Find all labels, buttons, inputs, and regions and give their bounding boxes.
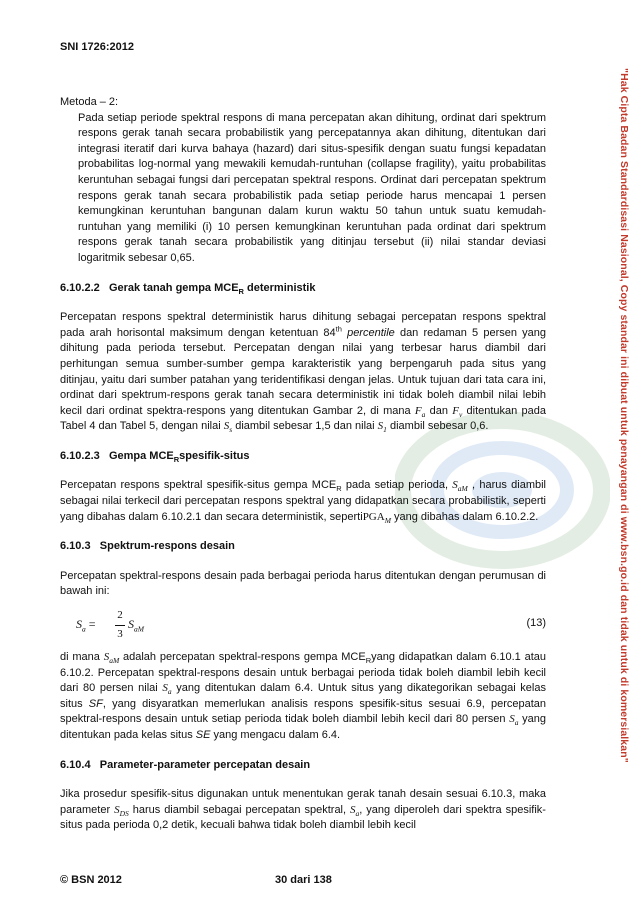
document-body	[60, 95, 546, 834]
document-footer	[60, 874, 546, 886]
copyright-side-note	[612, 68, 632, 828]
equation-13	[60, 604, 546, 650]
equation-rhs: $S_{aM}$	[128, 617, 144, 634]
section-6-10-2-3-paragraph: Percepatan respons spektral spesifik-situs gempa $MCE_R$ pada setiap perioda, $S_{aM}$ , harus diambil sebagai nilai terkecil dari percepatan respons spektral yang didapatkan secara probabilistik, seperti yang dibahas dalam 6.10.2.1 dan secara deterministik, sepertiPGA$_M$ yang dibahas dalam 6.10.2.2.	[60, 479, 546, 525]
metoda-title: Metoda – 2:	[60, 96, 119, 108]
equation-number: (13)	[526, 617, 546, 630]
equation-lhs: $S_a$ =	[76, 617, 96, 634]
copyright-side-text: "Hak Cipta Badan Standardisasi Nasional, Copy standar ini dibuat untuk penayangan di www.bsn.go.id dan tidak untuk di komersialkan"	[618, 68, 630, 763]
section-6-10-3-heading: 6.10.3 Spektrum-respons desain	[60, 540, 235, 553]
section-6-10-3-paragraph-1: Percepatan spektral-respons desain pada berbagai perioda harus ditentukan dengan perumusan di bawah ini:	[60, 569, 546, 598]
section-6-10-2-2-heading: 6.10.2.2 Gerak tanah gempa $MCE_R$ deterministik	[60, 281, 316, 296]
section-6-10-3-paragraph-2: di mana $S_{aM}$ adalah percepatan spektral-respons gempa $MCE_Ryang$ didapatkan dalam 6.10.1 atau 6.10.2. Percepatan spektral-respons desain untuk berbagai perioda tidak boleh diambil lebih kecil dari 80 persen nilai $S_a$ yang ditentukan dalam 6.4. Untuk situs yang dikategorikan sebagai kelas situs SF, yang disyaratkan memerlukan analisis respons spesifik-situs sesuai 6.9, percepatan spektral-respons desain untuk setiap perioda tidak boleh diambil lebih kecil dari 80 persen $S_a$ yang ditentukan pada kelas situs SE yang mengacu dalam 6.4.	[60, 651, 546, 741]
document-header: SNI 1726:2012	[60, 41, 134, 53]
section-6-10-4-heading: 6.10.4 Parameter-parameter percepatan desain	[60, 758, 311, 771]
section-6-10-2-3-heading: 6.10.2.3 Gempa $MCE_Rspesifik$-situs	[60, 449, 250, 465]
section-6-10-2-2-paragraph: Percepatan respons spektral deterministik harus dihitung sebagai percepatan respons spektral pada arah horisontal maksimum dengan ketentuan 84th percentile dan redaman 5 persen yang dihitung pada perioda tersebut. Percepatan dengan nilai yang terbesar harus diambil dari perhitungan semua sumber-sumber gempa karakteristik yang berpengaruh pada situs yang ditinjau, yaitu dari sumber patahan yang teridentifikasi dengan jelas. Untuk tujuan dari tata cara ini, ordinat dari spektrum-respons gerak tanah secara deterministik ini tidak boleh diambil nilai lebih kecil dari ordinat spektra-respons yang ditentukan Gambar 2, di mana $F_a$ dan $F_v$ ditentukan pada Tabel 4 dan Tabel 5, dengan nilai $S_s$ diambil sebesar 1,5 dan nilai $S_1$ diambil sebesar 0,6.	[60, 311, 547, 435]
metoda-paragraph: Pada setiap periode spektral respons di mana percepatan akan dihitung, ordinat dari spektrum respons gerak tanah secara probabilistik yang percepatannya akan dihitung, ditentukan dari integrasi iteratif dari kurva bahaya (hazard) dari situs-spesifik dengan suatu fungsi kepadatan probabilitas log-normal yang mewakili kemudah-runtuhan (collapse fragility), yaitu probabilitas keruntuhan sebagai fungsi dari percepatan spektral respons. Ordinat dari percepatan spektrum respons gerak tanah secara probabilistik pada setiap periode harus mencapai 1 persen kemungkinan keruntuhan bangunan dalam kurun waktu 50 tahun untuk suatu kemudah-runtuhan yang memiliki (i) 10 persen kemungkinan keruntuhan pada ordinat dari spektrum respons gerak tanah secara probabilistik yang ditinjau tersebut (ii) nilai standar deviasi logaritmik sebesar 0,65.	[78, 111, 546, 264]
equation-fraction: 2 3	[115, 608, 125, 642]
footer-copyright: © BSN 2012	[60, 874, 122, 886]
section-6-10-4-paragraph: Jika prosedur spesifik-situs digunakan untuk menentukan gerak tanah desain sesuai 6.10.3, maka parameter $S_{DS}$ harus diambil sebagai percepatan spektral, $S_a$, yang diperoleh dari spektra spesifik-situs pada perioda 0,2 detik, kecuali bahwa tidak boleh diambil lebih kecil	[60, 788, 546, 832]
section-number: 6.10.2.2	[60, 281, 100, 294]
page-number: 30 dari 138	[275, 874, 332, 886]
